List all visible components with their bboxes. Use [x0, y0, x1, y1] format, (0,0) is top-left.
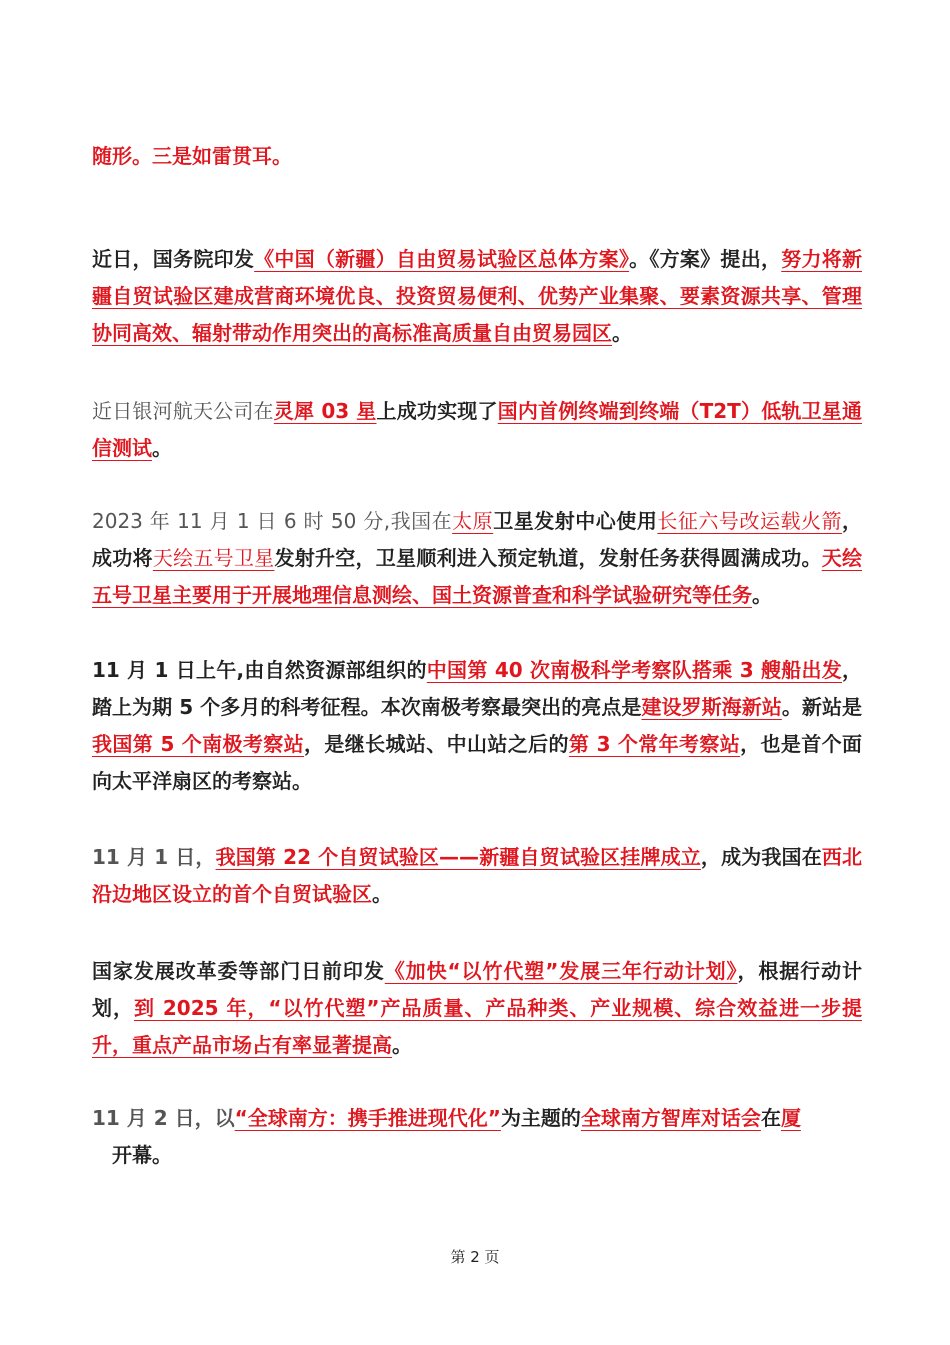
highlight-rocket: 长征六号改运载火箭 — [657, 509, 843, 533]
paragraph-xinjiang-ftz-plan — [92, 241, 862, 352]
text-span: 。新站是 — [781, 695, 863, 719]
paragraph-antarctic-expedition — [92, 652, 862, 800]
highlight-key-point: 到 2025 年，“以竹代塑”产品质量、产品种类、产业规模、综合效益进一步提升，重点产品市场占有率显著提高 — [92, 996, 862, 1057]
highlight-key-point: 天绘五号卫星主要用于开展地理信息测绘、国土资源普查和科学试验研究等任务 — [92, 546, 863, 607]
text-span: ，是继长城站、中山站之后的 — [304, 732, 569, 756]
highlight-key-point: 国内首例终端到终端（T2T）低轨卫星通信测试 — [92, 399, 862, 460]
text-span: 在 — [760, 1106, 781, 1130]
text-span: 上成功实现了 — [376, 399, 498, 423]
text-span: 近日银河航天公司在 — [92, 399, 274, 423]
paragraph-tianhui-5-launch — [92, 503, 862, 614]
text-span: 。 — [392, 1033, 412, 1057]
text-span: ，踏上为期 5 个多月的科考征程。本次南极考察最突出的亮点是 — [92, 658, 862, 719]
text-span: ，也是首个面向太平洋扇区的考察站。 — [92, 732, 863, 793]
highlight-station-type: 第 3 个常年考察站 — [568, 732, 741, 756]
highlight-satellite: 天绘五号卫星 — [152, 546, 275, 570]
highlight-theme: “全球南方：携手推进现代化” — [234, 1106, 501, 1130]
text-span: 随形。三是如雷贯耳。 — [92, 144, 292, 168]
highlight-city: 厦 — [780, 1106, 801, 1130]
text-span: ，成为我国在 — [700, 845, 822, 869]
page-number: 第 2 页 — [450, 1248, 500, 1266]
paragraph-xinjiang-ftz-launch — [92, 839, 862, 913]
text-span: 11 月 1 日上午,由自然资源部组织的 — [92, 658, 427, 682]
text-span: ，根据行动计划， — [92, 959, 863, 1020]
highlight-expedition: 中国第 40 次南极科学考察队搭乘 3 艘船出发 — [426, 658, 842, 682]
highlight-doc-title: 《加快“以竹代塑”发展三年行动计划》 — [384, 959, 738, 983]
text-span: 11 月 1 日， — [92, 845, 216, 869]
highlight-key-point: 我国第 22 个自贸试验区——新疆自贸试验区挂牌成立 — [215, 845, 701, 869]
text-span: 开幕。 — [112, 1143, 172, 1167]
highlight-event: 全球南方智库对话会 — [580, 1106, 761, 1130]
highlight-key-point: 努力将新疆自贸试验区建成营商环境优良、投资贸易便利、优势产业集聚、要素资源共享、管理协同高效、辐射带动作用突出的高标准高质量自由贸易园区 — [92, 247, 863, 345]
highlight-doc-title: 《中国（新疆）自由贸易试验区总体方案》 — [254, 247, 630, 271]
text-span: 卫星发射中心使用 — [493, 509, 658, 533]
text-span: 。 — [612, 321, 632, 345]
highlight-key-point: 建设罗斯海新站 — [641, 695, 782, 719]
text-span: 发射升空，卫星顺利进入预定轨道，发射任务获得圆满成功。 — [274, 546, 822, 570]
text-span: 。 — [752, 583, 772, 607]
text-span: 近日，国务院印发 — [92, 247, 255, 271]
highlight-region: 西北沿边地区设立的首个自贸试验区 — [92, 845, 863, 906]
highlight-location: 太原 — [452, 509, 494, 533]
paragraph-galaxy-space-t2t — [92, 393, 862, 467]
text-span: 。《方案》提出， — [629, 247, 782, 271]
highlight-satellite: 灵犀 03 星 — [273, 399, 377, 423]
text-span: 。 — [152, 436, 172, 460]
paragraph-bamboo-for-plastic — [92, 953, 862, 1064]
text-span: 。 — [372, 882, 392, 906]
text-span: ，成功将 — [92, 509, 863, 570]
highlight-station-count: 我国第 5 个南极考察站 — [92, 732, 304, 756]
text-span: 11 月 2 日，以 — [92, 1106, 235, 1130]
text-span: 为主题的 — [500, 1106, 581, 1130]
text-span: 2023 年 11 月 1 日 6 时 50 分,我国在 — [92, 509, 453, 533]
paragraph-global-south-dialogue — [92, 1100, 862, 1174]
paragraph-intro-tail — [92, 138, 862, 175]
text-span: 国家发展改革委等部门日前印发 — [92, 959, 385, 983]
